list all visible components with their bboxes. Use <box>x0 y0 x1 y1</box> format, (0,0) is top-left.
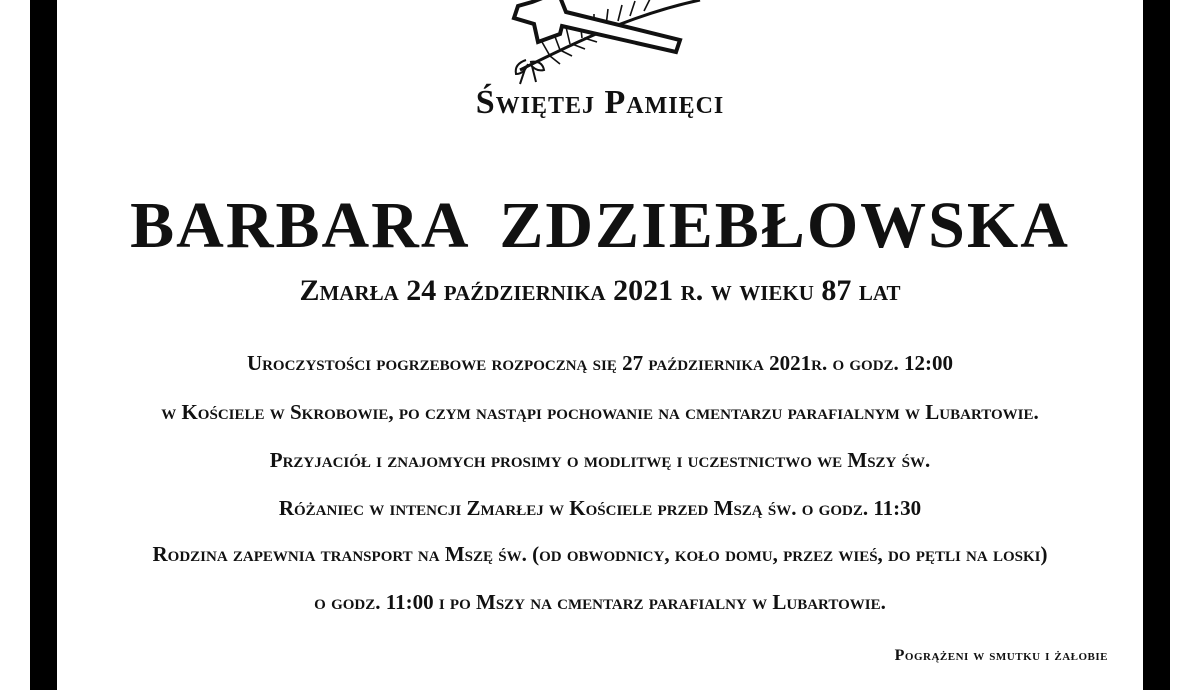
cross-with-palm-branch-icon <box>490 0 710 90</box>
rosary-line: Różaniec w intencji Zmarłej w Kościele przed Mszą św. o godz. 11:30 <box>278 496 922 520</box>
deceased-name: BARBARA ZDZIEBŁOWSKA <box>130 189 1070 262</box>
funeral-time-line: Uroczystości pogrzebowe rozpoczną się 27 października 2021r. o godz. 12:00 <box>246 351 954 375</box>
transport-time-line: o godz. 11:00 i po Mszy na cmentarz parafialny w Lubartowie. <box>314 590 886 614</box>
heading-in-memory: Świętej Pamięci <box>475 84 725 121</box>
funeral-place-line: w Kościele w Skrobowie, po czym nastąpi pochowanie na cmentarzu parafialnym w Lubartowie. <box>161 400 1039 424</box>
date-of-death-line: Zmarła 24 października 2021 r. w wieku 87 lat <box>299 274 901 307</box>
family-signoff: Pogrążeni w smutku i żałobie <box>894 647 1108 664</box>
transport-line: Rodzina zapewnia transport na Mszę św. (od obwodnicy, koło domu, przez wieś, do pętli na loski) <box>152 542 1048 566</box>
invitation-line: Przyjaciół i znajomych prosimy o modlitwę i uczestnictwo we Mszy św. <box>269 448 931 472</box>
